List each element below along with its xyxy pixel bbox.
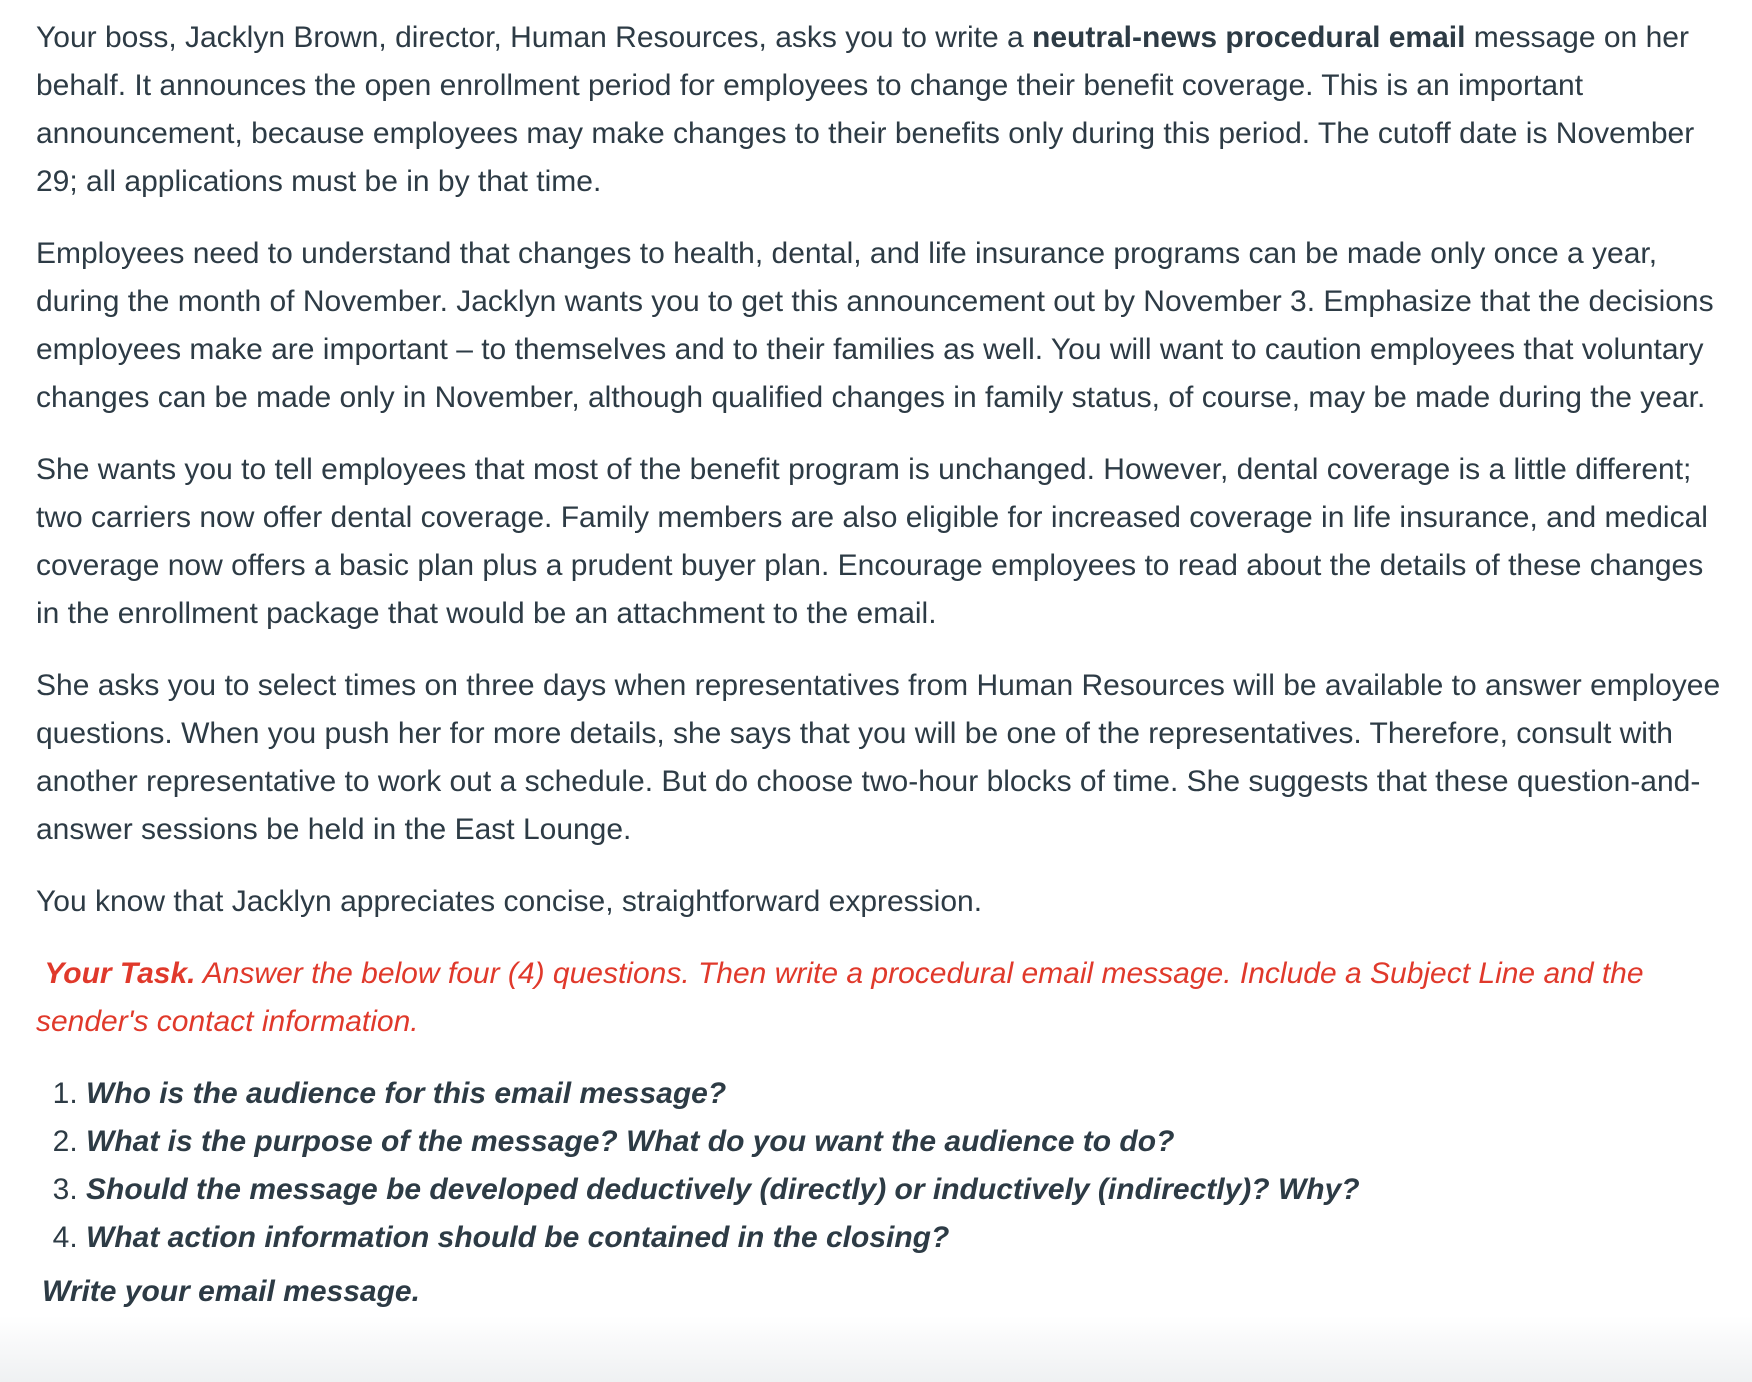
- paragraph-intro-text-a: Your boss, Jacklyn Brown, director, Human Resources, asks you to write a: [36, 21, 1032, 54]
- task-label: Your Task.: [44, 957, 196, 990]
- task-instructions: [36, 950, 1726, 1046]
- paragraph-sessions: She asks you to select times on three days when representatives from Human Resources will be available to answer employee questions. When you push her for more details, she says that you will be one of the representatives. Therefore, consult with another representative to work out a schedule. But do choose two-hour blocks of time. She suggests that these question-and-answer sessions be held in the East Lounge.: [36, 669, 1721, 846]
- question-item-4: 4. What action information should be contained in the closing?: [86, 1214, 1726, 1262]
- paragraph-timing: Employees need to understand that changes to health, dental, and life insurance programs can be made only once a year, during the month of November. Jacklyn wants you to get this announcement out by November 3. Emphasize that the decisions employees make are important – to themselves and to their families as well. You will want to caution employees that voluntary changes can be made only in November, although qualified changes in family status, of course, may be made during the year.: [36, 237, 1714, 414]
- paragraph-changes: She wants you to tell employees that most of the benefit program is unchanged. However, dental coverage is a little different; two carriers now offer dental coverage. Family members are also eligible for increased coverage in life insurance, and medical coverage now offers a basic plan plus a prudent buyer plan. Encourage employees to read about the details of these changes in the enrollment package that would be an attachment to the email.: [36, 453, 1708, 630]
- task-text: Answer the below four (4) questions. Then write a procedural email message. Include a Subject Line and the sender's contact information.: [36, 957, 1644, 1038]
- paragraph-style: You know that Jacklyn appreciates concise, straightforward expression.: [36, 885, 983, 918]
- write-email-prompt: Write your email message.: [42, 1275, 420, 1308]
- question-item-3: 3. Should the message be developed deductively (directly) or inductively (indirectly)? Why?: [86, 1166, 1726, 1214]
- scroll-fade-edge: [0, 1316, 1752, 1382]
- question-item-1: 1. Who is the audience for this email message?: [86, 1070, 1726, 1118]
- assignment-content: [36, 14, 1726, 1316]
- paragraph-intro: [36, 14, 1726, 206]
- question-item-2: 2. What is the purpose of the message? What do you want the audience to do?: [86, 1118, 1726, 1166]
- questions-list: [36, 1070, 1726, 1262]
- paragraph-intro-text-b: message on her behalf. It announces the open enrollment period for employees to change their benefit coverage. This is an important announcement, because employees may make changes to their benefits only during this period. The cutoff date is November 29; all applications must be in by that time.: [36, 21, 1695, 198]
- paragraph-intro-emphasis: neutral-news procedural email: [1032, 21, 1466, 54]
